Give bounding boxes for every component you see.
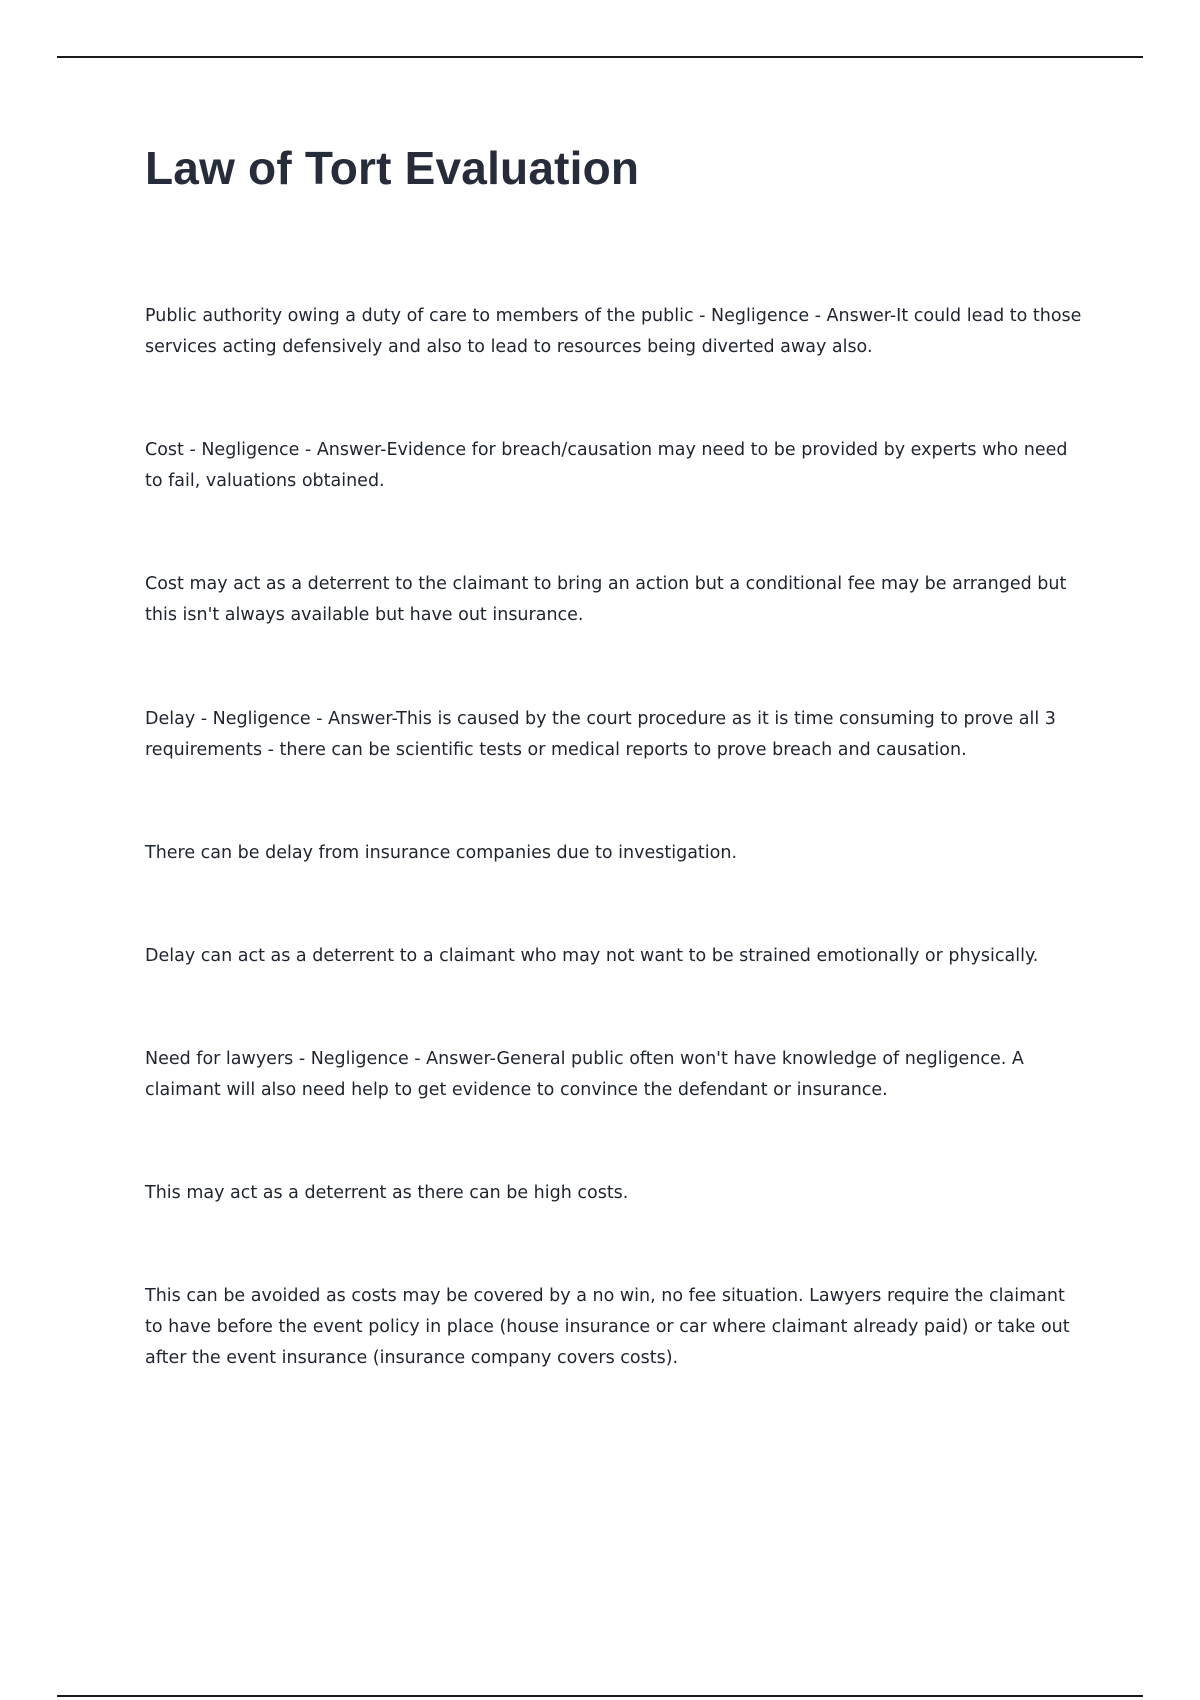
paragraph: Cost - Negligence - Answer-Evidence for breach/causation may need to be provided by experts who need to fail, valuations obtained. [145, 440, 1068, 491]
paragraph: This can be avoided as costs may be covered by a no win, no fee situation. Lawyers require the claimant to have before the event policy in place (house insurance or car where claimant already paid) or take out after the event insurance (insurance company covers costs). [145, 1286, 1070, 1368]
paragraph: Need for lawyers - Negligence - Answer-General public often won't have knowledge of negligence. A claimant will also need help to get evidence to convince the defendant or insurance. [145, 1049, 1024, 1100]
paragraph: Delay - Negligence - Answer-This is caused by the court procedure as it is time consuming to prove all 3 requirements - there can be scientific tests or medical reports to prove breach and causation. [145, 709, 1056, 760]
paragraph: Public authority owing a duty of care to members of the public - Negligence - Answer-It could lead to those services acting defensively and also to lead to resources being diverted away also. [145, 306, 1082, 357]
paragraph: Cost may act as a deterrent to the claimant to bring an action but a conditional fee may be arranged but this isn't always available but have out insurance. [145, 574, 1067, 625]
page-title: Law of Tort Evaluation [145, 142, 640, 194]
top-divider [57, 56, 1143, 58]
bottom-divider [57, 1695, 1143, 1697]
paragraph: There can be delay from insurance companies due to investigation. [145, 843, 738, 863]
paragraph: This may act as a deterrent as there can be high costs. [145, 1183, 629, 1203]
paragraph: Delay can act as a deterrent to a claimant who may not want to be strained emotionally or physically. [145, 946, 1039, 966]
